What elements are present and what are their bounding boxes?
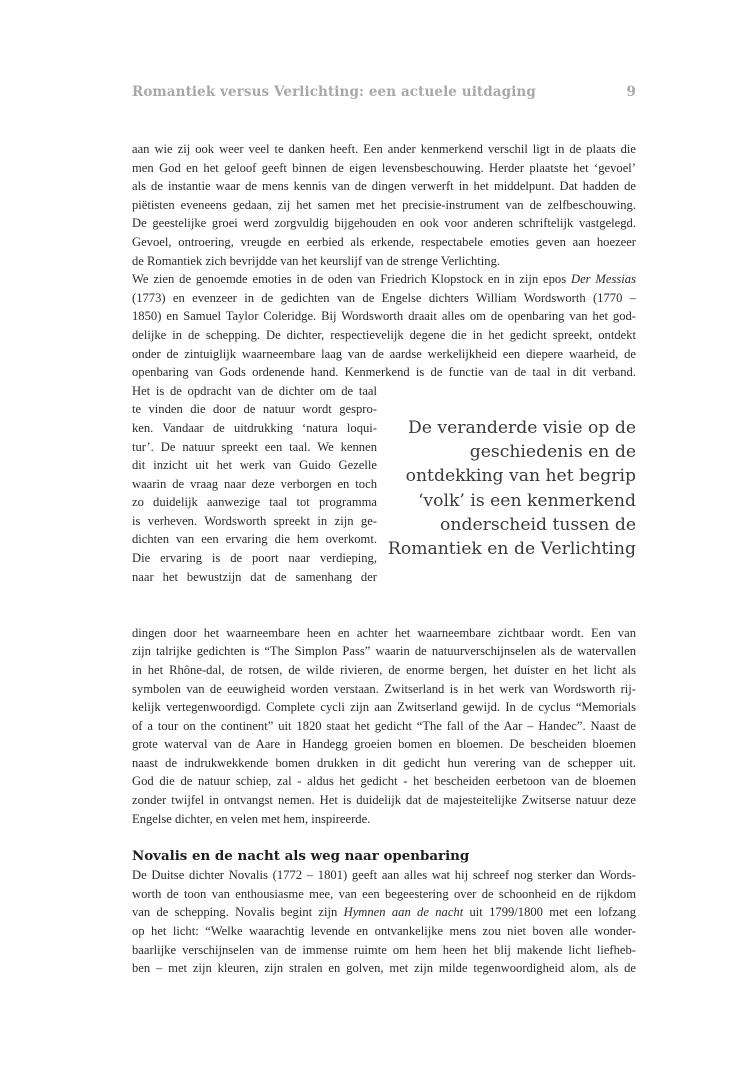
- text-line: de Romantiek zich bevrijdde van het keurslijf van de strenge Verlichting.: [132, 253, 501, 268]
- text-line: dingen door het waarneembare heen en achter het waarneembare zichtbaar wordt. Een van: [132, 625, 636, 640]
- text-line: tur’. De natuur spreekt een taal. We kennen: [132, 439, 377, 454]
- text-line: delijke in de schepping. De dichter, respectievelijk degene die in het gedicht spreekt, ontdekt: [132, 327, 636, 342]
- text-line: Het is de opdracht van de dichter om de taal: [132, 383, 377, 398]
- text-line: of a tour on the continent” uit 1820 staat het gedicht “The fall of the Aar – Handec”. Naast de: [132, 718, 636, 733]
- text-line: God die de natuur schiep, zal - aldus het gedicht - het bescheiden eerbetoon van de bloemen: [132, 774, 636, 789]
- text-line: zijn talrijke gedichten is “The Simplon Pass” waarin de natuurverschijnselen als de watervallen: [132, 644, 636, 659]
- page-number: 9: [626, 84, 636, 100]
- text-line: ken. Vandaar de uitdrukking ‘natura loqui-: [132, 420, 377, 435]
- narrow-column: [132, 382, 377, 587]
- text-line: piëtisten eveneens gedaan, zij het samen met het precisie-instrument van de zelfbeschouwing.: [132, 197, 636, 212]
- paragraph-3: [132, 624, 636, 829]
- text-line: De geestelijke groei werd zorgvuldig bijgehouden en ook voor anderen schriftelijk vastgelegd.: [132, 216, 636, 231]
- text-line: aan wie zij ook weer veel te danken heeft. Een ander kenmerkend verschil ligt in de plaats die: [132, 142, 636, 156]
- text-line: worth de toon van enthousiasme mee, van een begeestering over de schoonheid en de rijkdom: [132, 886, 636, 901]
- text-line: als de instantie waar de mens kennis van de dingen verwerft in het middelpunt. Dat hadden de: [132, 179, 636, 194]
- text-line: ben – met zijn kleuren, zijn stralen en golven, met zijn milde tegenwoordigheid alom, als de: [132, 961, 636, 976]
- running-title: Romantiek versus Verlichting: een actuele uitdaging: [132, 84, 536, 100]
- text-line: 1850) en Samuel Taylor Coleridge. Bij Wordsworth draait alles om de openbaring van het god-: [132, 309, 636, 324]
- paragraph-1: [132, 140, 636, 270]
- text-run: van de schepping. Novalis begint zijn: [132, 905, 344, 920]
- text-line: Die ervaring is de poort naar verdieping,: [132, 551, 377, 566]
- text-line: Gevoel, ontroering, vreugde en eerbied als erkende, respectabele emoties geven aan hoezeer: [132, 234, 636, 249]
- text-line: De Duitse dichter Novalis (1772 – 1801) geeft aan alles wat hij schreef nog sterker dan Words-: [132, 868, 636, 883]
- text-line: kelijk vertegenwoordigd. Complete cycli zijn aan Zwitserland gewijd. In de cyclus “Memorials: [132, 700, 636, 715]
- text-line: dit inzicht uit het werk van Guido Gezelle: [132, 458, 377, 473]
- text-line: openbaring van Gods ordenende hand. Kenmerkend is de functie van de taal in dit verband.: [132, 365, 636, 380]
- text-line: naar het bewustzijn dat de samenhang der: [132, 569, 377, 584]
- page-body: [132, 140, 636, 978]
- text-line: men God en het geloof geeft binnen de eigen levensbeschouwing. Herder plaatste het ‘gevoel’: [132, 160, 636, 175]
- paragraph-2: [132, 270, 636, 382]
- running-header: [132, 84, 636, 100]
- text-line: symbolen van de eeuwigheid worden verstaan. Zwitserland is in het werk van Wordsworth rij-: [132, 681, 636, 696]
- title-hymnen-aan-de-nacht: Hymnen aan de nacht: [343, 905, 464, 920]
- text-line: in het Rhône-dal, de rotsen, de wilde rivieren, de enorme bergen, het duister en het licht als: [132, 662, 636, 677]
- section-heading: Novalis en de nacht als weg naar openbaring: [132, 848, 470, 865]
- text-line: (1773) en evenzeer in de gedichten van de Engelse dichters William Wordsworth (1770 –: [132, 290, 636, 305]
- text-line: te vinden die door de natuur wordt gespro-: [132, 402, 377, 417]
- text-line: onder de zintuiglijk waarneembare laag van de aardse werkelijkheid een diepere waarheid, de: [132, 346, 636, 361]
- text-line: waarin de vraag naar deze verborgen en toch: [132, 476, 377, 491]
- text-line: dichten van een ervaring die hem overkomt.: [132, 532, 377, 547]
- text-run: We zien de genoemde emoties in de oden van Friedrich Klopstock en in zijn epos: [132, 272, 571, 287]
- text-run: uit 1799/1800 met een lofzang: [463, 905, 636, 920]
- text-line: naast de indrukwekkende bomen drukken in dit gedicht hun verering van de schepper uit.: [132, 755, 636, 770]
- section-paragraph: [132, 866, 636, 978]
- text-line: zo duidelijk aanwezige taal tot programma: [132, 495, 377, 510]
- text-line: is verheven. Wordsworth spreekt in zijn ge-: [132, 513, 377, 528]
- text-line: [132, 270, 636, 289]
- text-line: Engelse dichter, en velen met hem, inspireerde.: [132, 811, 371, 826]
- text-line: op het licht: “Welke waarachtig levende en ontvankelijke mens zou niet boven alle wonder-: [132, 924, 636, 939]
- title-der-messias: Der Messias: [570, 272, 636, 287]
- text-line: grote waterval van de Aare in Handegg groeien bomen en bloemen. De bescheiden bloemen: [132, 737, 636, 752]
- text-line: zonder twijfel in ontvangst nemen. Het is duidelijk dat de majesteitelijke Zwitserse natuur deze: [132, 793, 636, 808]
- text-line: baarlijke verschijnselen van de immense ruimte om hem heen het blij makende licht liefheb-: [132, 942, 636, 957]
- pull-quote: De veranderde visie op de geschiedenis en de ontdekking van het begrip ‘volk’ is een kenmerkend onderscheid tussen de Romantiek en de Verlichting: [387, 418, 636, 560]
- text-line: [132, 903, 636, 922]
